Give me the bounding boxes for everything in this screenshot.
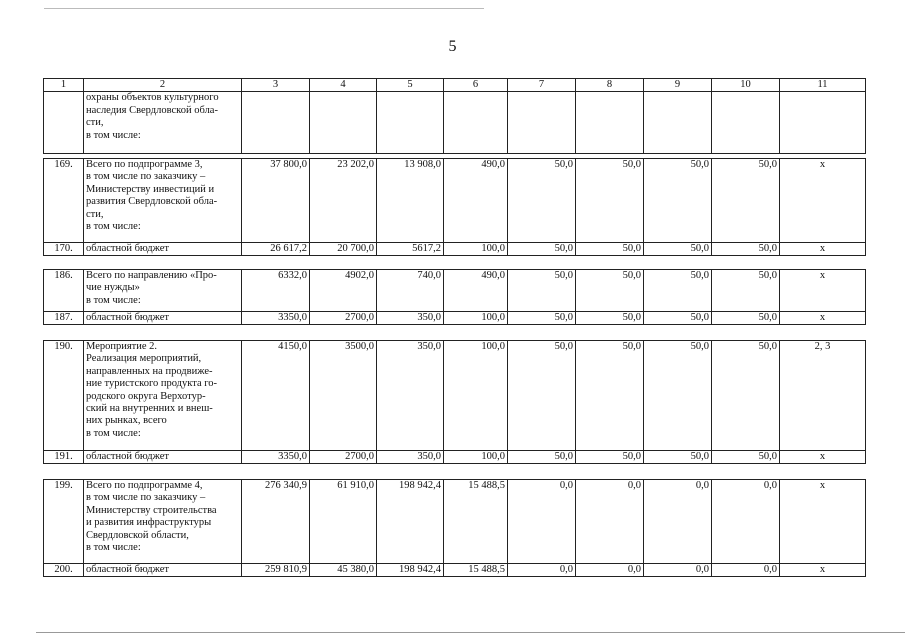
value-cell: 0,0 (712, 564, 780, 577)
value-cell: x (780, 159, 866, 243)
value-cell: 23 202,0 (310, 159, 377, 243)
value-cell: 6332,0 (242, 270, 310, 312)
value-cell: 740,0 (377, 270, 444, 312)
column-header: 4 (310, 79, 377, 92)
value-cell: 50,0 (712, 451, 780, 464)
row-description: областной бюджет (84, 243, 242, 256)
value-cell: 100,0 (444, 451, 508, 464)
value-cell: 0,0 (508, 564, 576, 577)
row-number: 169. (44, 159, 84, 243)
value-cell: 37 800,0 (242, 159, 310, 243)
table-block-199 (43, 479, 866, 577)
value-cell: 20 700,0 (310, 243, 377, 256)
value-cell: 3500,0 (310, 341, 377, 451)
table-row (44, 480, 866, 564)
table-row (44, 564, 866, 577)
value-cell: 50,0 (644, 341, 712, 451)
column-header: 11 (780, 79, 866, 92)
value-cell: 0,0 (644, 480, 712, 564)
row-description: охраны объектов культурного наследия Свердловской обла- сти, в том числе: (84, 92, 242, 154)
row-description: Всего по подпрограмме 3, в том числе по заказчику – Министерству инвестиций и развития Свердловской обла- сти, в том числе: (84, 159, 242, 243)
row-number: 191. (44, 451, 84, 464)
value-cell: 50,0 (508, 341, 576, 451)
table-block-186 (43, 269, 866, 325)
value-cell: 350,0 (377, 451, 444, 464)
table-row (44, 312, 866, 325)
value-cell: 15 488,5 (444, 564, 508, 577)
value-cell: 259 810,9 (242, 564, 310, 577)
column-header: 10 (712, 79, 780, 92)
value-cell: 50,0 (644, 159, 712, 243)
column-header: 5 (377, 79, 444, 92)
value-cell: 50,0 (644, 243, 712, 256)
table-row (44, 341, 866, 451)
value-cell: 50,0 (508, 270, 576, 312)
value-cell: 50,0 (508, 312, 576, 325)
table-header-block (43, 78, 866, 154)
value-cell: 2700,0 (310, 312, 377, 325)
table-block-169 (43, 158, 866, 256)
value-cell: 3350,0 (242, 312, 310, 325)
value-cell: 50,0 (712, 312, 780, 325)
row-description: Всего по направлению «Про- чие нужды» в том числе: (84, 270, 242, 312)
value-cell: 50,0 (712, 159, 780, 243)
value-cell: x (780, 243, 866, 256)
value-cell: 0,0 (712, 480, 780, 564)
value-cell: 50,0 (576, 159, 644, 243)
table-row (44, 270, 866, 312)
value-cell: 276 340,9 (242, 480, 310, 564)
value-cell: 45 380,0 (310, 564, 377, 577)
row-description: областной бюджет (84, 564, 242, 577)
column-header: 1 (44, 79, 84, 92)
value-cell: 0,0 (508, 480, 576, 564)
column-header: 7 (508, 79, 576, 92)
table-row (44, 243, 866, 256)
value-cell: x (780, 270, 866, 312)
value-cell: 5617,2 (377, 243, 444, 256)
row-number: 199. (44, 480, 84, 564)
column-header-row (44, 79, 866, 92)
value-cell: 50,0 (644, 270, 712, 312)
row-number: 190. (44, 341, 84, 451)
table-block-190 (43, 340, 866, 464)
value-cell: 50,0 (508, 159, 576, 243)
row-description: Всего по подпрограмме 4, в том числе по заказчику – Министерству строительства и развития инфраструктуры Свердловской области, в том числе: (84, 480, 242, 564)
value-cell: 0,0 (576, 480, 644, 564)
value-cell: 100,0 (444, 243, 508, 256)
value-cell: 50,0 (508, 451, 576, 464)
value-cell: x (780, 451, 866, 464)
value-cell: 4150,0 (242, 341, 310, 451)
value-cell: 50,0 (576, 341, 644, 451)
value-cell: 2700,0 (310, 451, 377, 464)
value-cell: 350,0 (377, 341, 444, 451)
column-header: 6 (444, 79, 508, 92)
value-cell: 50,0 (644, 451, 712, 464)
value-cell: x (780, 564, 866, 577)
value-cell: 50,0 (712, 341, 780, 451)
value-cell: 490,0 (444, 270, 508, 312)
value-cell: 3350,0 (242, 451, 310, 464)
row-number (44, 92, 84, 154)
scan-edge-bottom (36, 632, 905, 633)
value-cell: 198 942,4 (377, 564, 444, 577)
value-cell: 350,0 (377, 312, 444, 325)
row-description: областной бюджет (84, 312, 242, 325)
table-row-continuation (44, 92, 866, 154)
value-cell: 13 908,0 (377, 159, 444, 243)
row-number: 186. (44, 270, 84, 312)
value-cell: 0,0 (644, 564, 712, 577)
value-cell: 2, 3 (780, 341, 866, 451)
value-cell: 50,0 (576, 243, 644, 256)
value-cell: 0,0 (576, 564, 644, 577)
row-number: 200. (44, 564, 84, 577)
table-row (44, 159, 866, 243)
value-cell: 50,0 (644, 312, 712, 325)
table-row (44, 451, 866, 464)
value-cell: 100,0 (444, 312, 508, 325)
value-cell: 100,0 (444, 341, 508, 451)
value-cell: x (780, 480, 866, 564)
value-cell: 490,0 (444, 159, 508, 243)
column-header: 3 (242, 79, 310, 92)
value-cell: 61 910,0 (310, 480, 377, 564)
column-header: 8 (576, 79, 644, 92)
row-number: 187. (44, 312, 84, 325)
value-cell: 4902,0 (310, 270, 377, 312)
value-cell: x (780, 312, 866, 325)
value-cell: 50,0 (576, 312, 644, 325)
page-number: 5 (448, 38, 457, 55)
value-cell: 50,0 (508, 243, 576, 256)
value-cell: 26 617,2 (242, 243, 310, 256)
scan-edge-top (44, 8, 484, 9)
column-header: 2 (84, 79, 242, 92)
value-cell: 50,0 (712, 270, 780, 312)
value-cell: 50,0 (576, 270, 644, 312)
row-number: 170. (44, 243, 84, 256)
column-header: 9 (644, 79, 712, 92)
row-description: Мероприятие 2. Реализация мероприятий, направленных на продвиже- ние туристского продукта го- родского округа Верхотур- ский на внутренних и внеш- них рынках, всего в том числе: (84, 341, 242, 451)
value-cell: 15 488,5 (444, 480, 508, 564)
value-cell: 198 942,4 (377, 480, 444, 564)
value-cell: 50,0 (576, 451, 644, 464)
row-description: областной бюджет (84, 451, 242, 464)
value-cell: 50,0 (712, 243, 780, 256)
